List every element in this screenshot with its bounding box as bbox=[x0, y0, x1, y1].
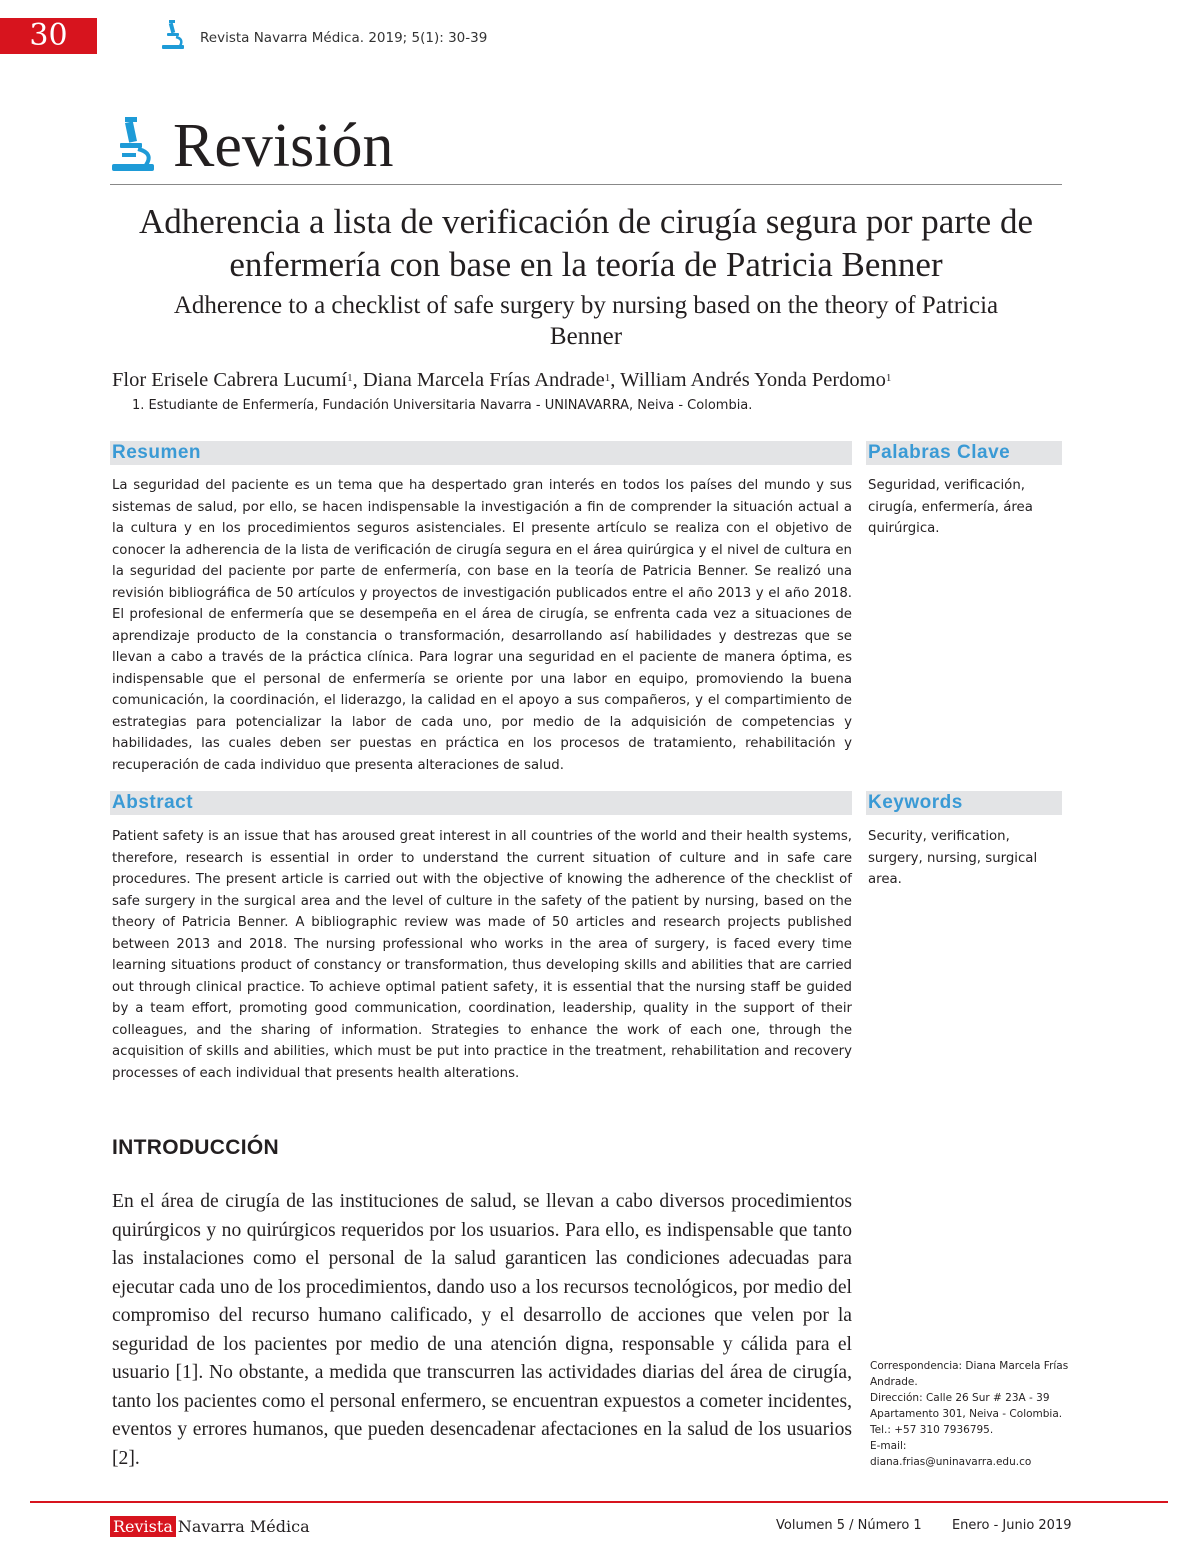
section-label: Revisión bbox=[173, 112, 394, 180]
page-number: 30 bbox=[0, 18, 97, 54]
correspondence-email: E-mail: diana.frias@uninavarra.edu.co bbox=[870, 1440, 1032, 1468]
divider bbox=[110, 184, 1062, 185]
article-title-en: Adherence to a checklist of safe surgery by nursing based on the theory of Patricia Benner bbox=[173, 292, 999, 350]
journal-logo: Revista Navarra Médica bbox=[110, 1517, 310, 1537]
author: William Andrés Yonda Perdomo$^1$ bbox=[620, 369, 892, 391]
introduccion-text: En el área de cirugía de las instituciones de salud, se llevan a cabo diversos procedimientos quirúrgicos y no quirúrgicos requeridos por los usuarios. Para ello, es indispensable que tanto las instalaciones como el personal de la salud garanticen las condiciones adecuadas para ejecutar cada uno de los procedimientos, dando uso a los recursos tecnológicos, por medio del compromiso del recurso humano calificado, y el desarrollo de acciones que velen por la seguridad de los pacientes por medio de una atención digna, responsable y cálida para el usuario [1]. No obstante, a medida que transcurren las actividades diarias del área de cirugía, tanto los pacientes como el personal enfermero, se encuentran expuestos a cometer incidentes, eventos y errores humanos, que pueden desencadenar afectaciones en la salud de los usuarios [2]. bbox=[112, 1191, 852, 1469]
keywords-heading-bar bbox=[866, 791, 1062, 815]
volume: Volumen 5 / Número 1 bbox=[776, 1518, 922, 1533]
correspondence-note bbox=[870, 1358, 1070, 1470]
resumen-heading-bar bbox=[110, 441, 852, 465]
issue-info bbox=[776, 1518, 1071, 1533]
correspondence-phone: Tel.: +57 310 7936795. bbox=[870, 1424, 994, 1436]
resumen-heading: Resumen bbox=[112, 442, 202, 463]
palabras-clave-text: Seguridad, verificación, cirugía, enfermería, área quirúrgica. bbox=[868, 478, 1033, 536]
abstract-text: Patient safety is an issue that has aroused great interest in all countries of the world and their health systems, therefore, research is essential in order to understand the current situation of culture and in safe care procedures. The present article is carried out with the objective of knowing the adherence of the checklist of safe surgery in the surgical area and the level of culture in the safety of the patient by nursing, based on the theory of Patricia Benner. A bibliographic review was made of 50 articles and research projects published between 2013 and 2018. The nursing professional who works in the area of surgery, is faced every time learning situations product of constancy or transformation, thus developing skills and abilities that are carried out through clinical practice. To achieve optimal patient safety, it is essential that the nursing staff be guided by a team effort, promoting good communication, coordination, leadership, quality in the support of their colleagues, and the sharing of information. Strategies to enhance the work of each one, through the acquisition of skills and abilities, which must be put into practice in the treatment, rehabilitation and recovery processes of each individual that presents health alterations. bbox=[112, 829, 852, 1081]
palabras-clave-heading-bar bbox=[866, 441, 1062, 465]
abstract-heading-bar bbox=[110, 791, 852, 815]
keywords-heading: Keywords bbox=[868, 792, 963, 813]
palabras-clave-heading: Palabras Clave bbox=[868, 442, 1011, 463]
keywords-text: Security, verification, surgery, nursing, surgical area. bbox=[868, 829, 1038, 887]
author: Diana Marcela Frías Andrade$^1$, bbox=[362, 369, 621, 391]
correspondence-label: Correspondencia: Diana Marcela Frías Andrade. bbox=[870, 1360, 1069, 1388]
abstract-heading: Abstract bbox=[112, 792, 194, 813]
author-list bbox=[112, 367, 1062, 393]
period: Enero - Junio 2019 bbox=[951, 1518, 1072, 1533]
author: Flor Erisele Cabrera Lucumí$^1$, bbox=[112, 369, 363, 391]
microscope-icon bbox=[110, 117, 156, 173]
affiliation: 1. Estudiante de Enfermería, Fundación Universitaria Navarra - UNINAVARRA, Neiva - Colombia. bbox=[132, 398, 753, 413]
journal-reference: Revista Navarra Médica. 2019; 5(1): 30-39 bbox=[200, 30, 488, 46]
resumen-text: La seguridad del paciente es un tema que ha despertado gran interés en todos los países del mundo y sus sistemas de salud, por ello, se hacen indispensable la investigación a fin de comprender la situación actual a la cultura y en los procedimientos seguros asistenciales. El presente artículo se realiza con el objetivo de conocer la adherencia de la lista de verificación de cirugía segura en el área quirúrgica y el nivel de cultura en la seguridad del paciente por parte de enfermería, con base en la teoría de Patricia Benner. Se realizó una revisión bibliográfica de 50 artículos y proyectos de investigación publicados entre el año 2013 y el año 2018. El profesional de enfermería que se desempeña en el área de cirugía, se enfrenta cada vez a situaciones de aprendizaje producto de la constancia o transformación, desarrollando así habilidades y destrezas que se llevan a cabo a través de la práctica clínica. Para lograr una seguridad en el paciente de manera óptima, es indispensable que el personal de enfermería se oriente por una labor en equipo, promoviendo la buena comunicación, la coordinación, el liderazgo, la calidad en el apoyo a sus compañeros, y el compartimiento de estrategias para potencializar la labor de cada uno, por medio de la adquisición de competencias y habilidades, las cuales deben ser puestas en práctica en los procesos de tratamiento, rehabilitación y recuperación de cada individuo que presenta alteraciones de salud. bbox=[112, 478, 852, 773]
footer-divider bbox=[30, 1501, 1168, 1503]
introduccion-heading: INTRODUCCIÓN bbox=[112, 1136, 279, 1159]
correspondence-address: Dirección: Calle 26 Sur # 23A - 39 Apartamento 301, Neiva - Colombia. bbox=[870, 1392, 1063, 1420]
article-title-es: Adherencia a lista de verificación de cirugía segura por parte de enfermería con base en la teoría de Patricia Benner bbox=[138, 202, 1033, 284]
microscope-icon bbox=[160, 20, 186, 50]
